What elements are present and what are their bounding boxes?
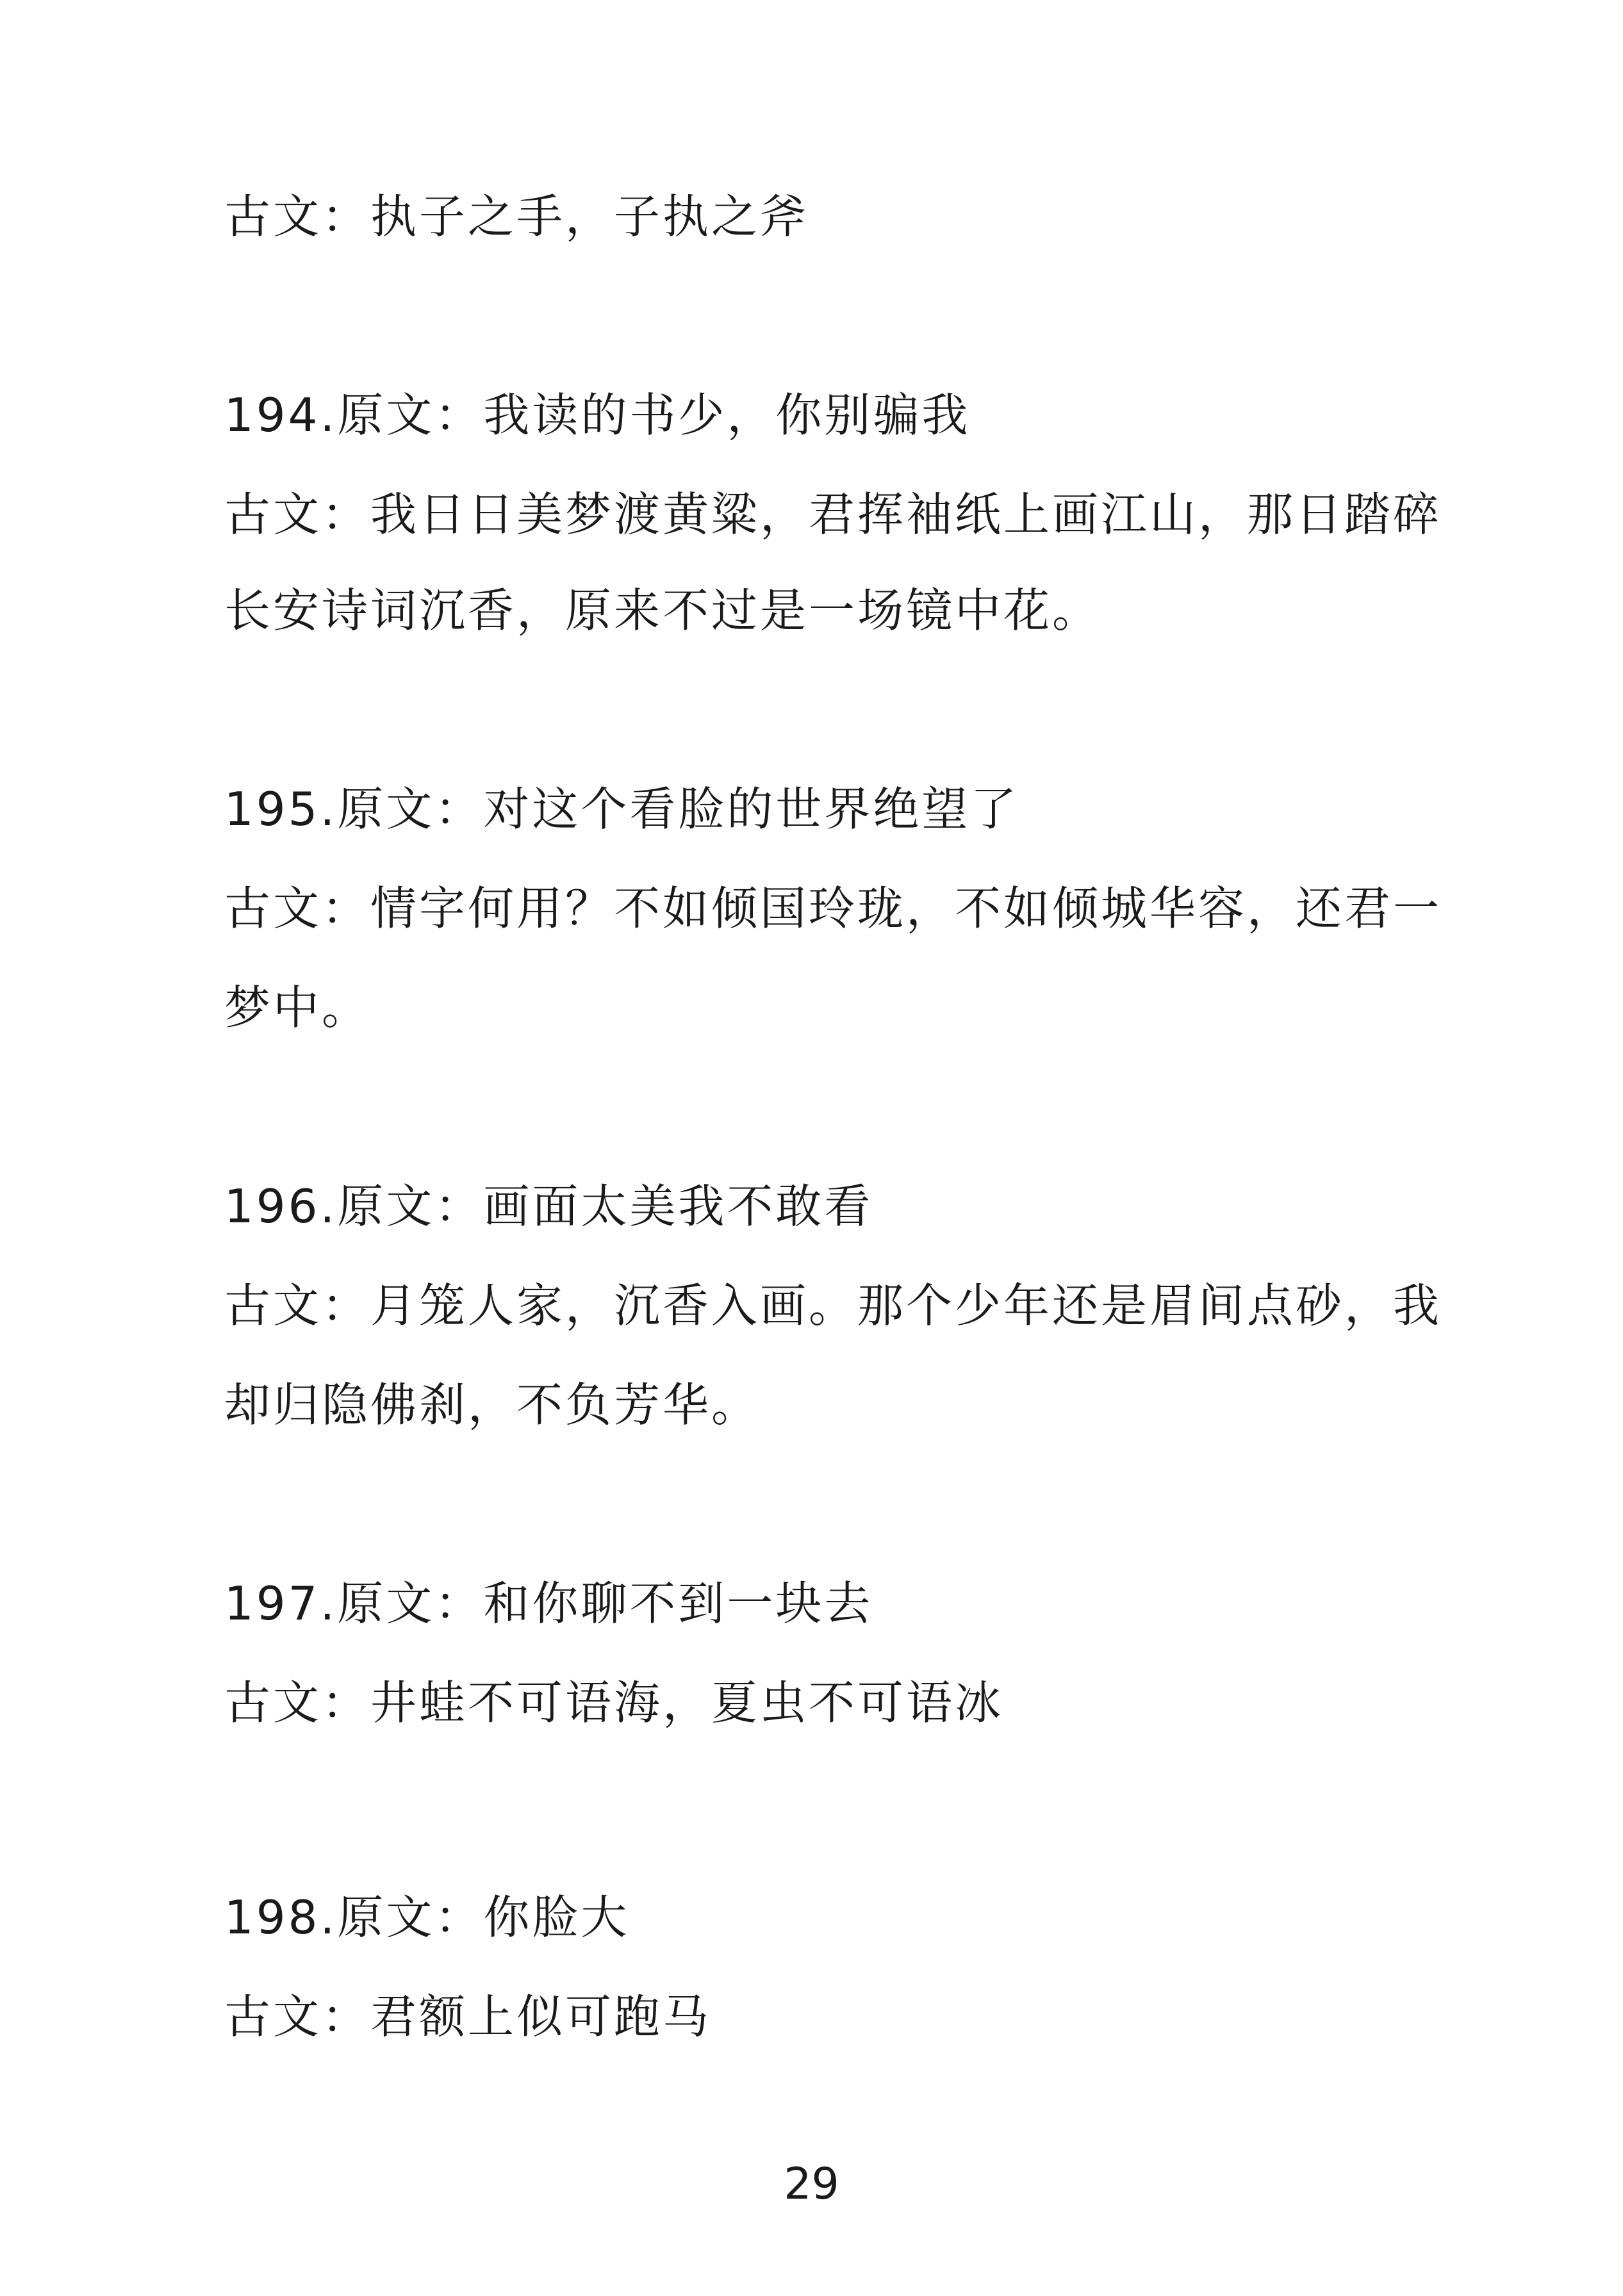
text-line: 古文：执子之手，子执之斧: [224, 190, 809, 243]
page-number: 29: [784, 2159, 839, 2210]
text-line: 古文：君额上似可跑马: [224, 1990, 712, 2044]
entry-heading-195: 195.原文：对这个看脸的世界绝望了: [224, 782, 1019, 836]
entry-heading-197: 197.原文：和你聊不到一块去: [224, 1577, 873, 1630]
text-line: 古文：井蛙不可语海，夏虫不可语冰: [224, 1676, 1004, 1730]
text-line: 长安诗词沉香，原来不过是一场镜中花。: [224, 584, 1101, 637]
text-line: 古文：月笼人家，沉香入画。那个少年还是眉间点砂，我: [224, 1279, 1442, 1332]
text-line: 却归隐佛刹，不负芳华。: [224, 1378, 761, 1432]
entry-heading-196: 196.原文：画面太美我不敢看: [224, 1179, 873, 1233]
text-line: 古文：情字何用？不如倾国玲珑，不如倾城华容，还君一: [224, 882, 1442, 935]
entry-heading-194: 194.原文：我读的书少，你别骗我: [224, 388, 971, 442]
entry-heading-198: 198.原文：你脸大: [224, 1890, 630, 1944]
text-line: 梦中。: [224, 981, 371, 1035]
text-line: 古文：我日日美梦渡黄粱，君挥袖纸上画江山，那日踏碎: [224, 488, 1442, 541]
